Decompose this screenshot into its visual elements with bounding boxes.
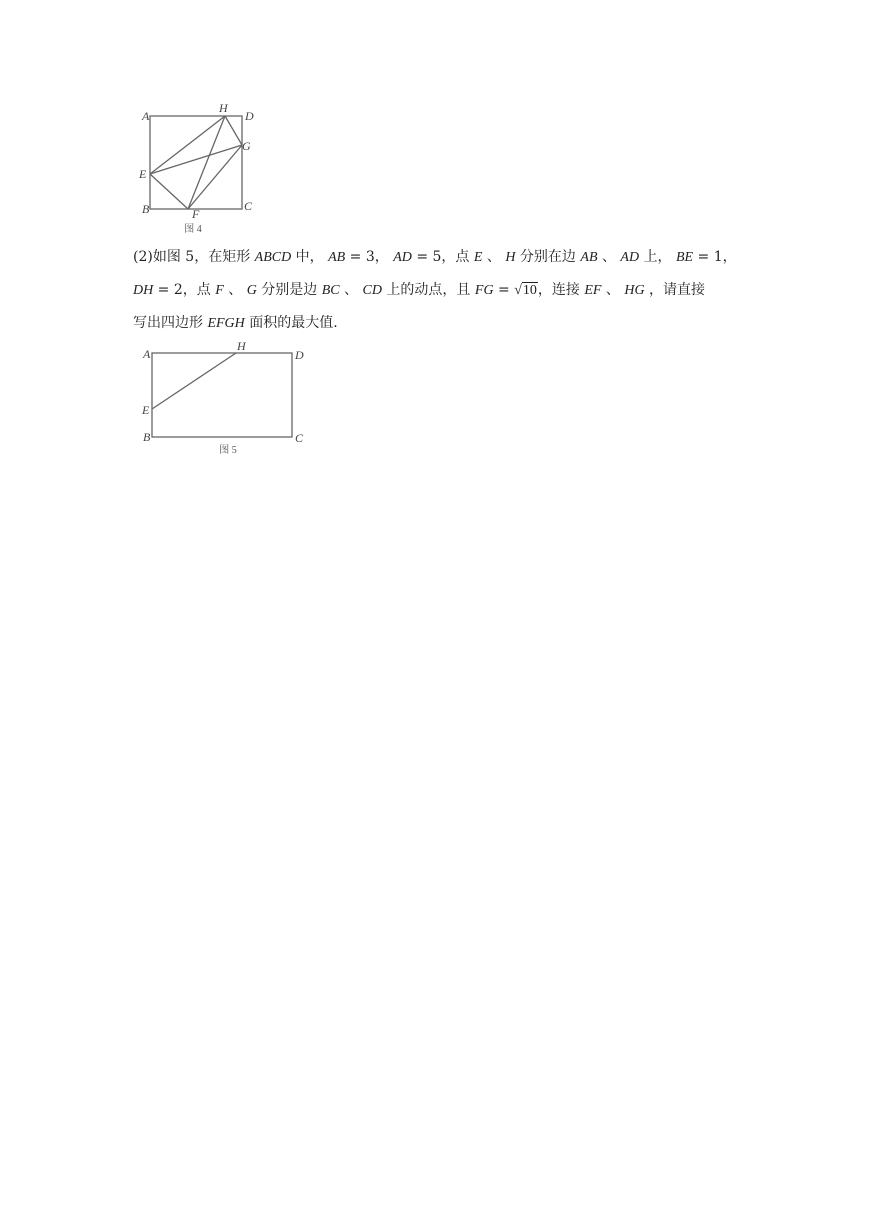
label-e: E bbox=[139, 167, 147, 181]
math-ab: AB bbox=[328, 250, 346, 265]
math-cd: CD bbox=[362, 283, 382, 298]
sqrt-sign: √ bbox=[514, 283, 522, 298]
problem-line-2 bbox=[133, 274, 753, 307]
text-run: ，连接 bbox=[537, 282, 585, 298]
figure-5-caption: 图 5 bbox=[219, 445, 237, 456]
text-run: = bbox=[493, 282, 515, 298]
figure-5-diagram bbox=[133, 338, 313, 460]
square-abcd bbox=[150, 116, 242, 209]
segment-eh bbox=[152, 353, 236, 409]
math-bc: BC bbox=[321, 283, 340, 298]
label-c: C bbox=[295, 431, 304, 445]
math-be: BE bbox=[675, 250, 694, 265]
figure-4 bbox=[133, 100, 263, 235]
radicand: 10 bbox=[522, 283, 537, 298]
label-d: D bbox=[245, 109, 254, 123]
text-run: 面积的最大值. bbox=[244, 315, 338, 331]
figure-4-caption: 图 4 bbox=[184, 224, 202, 235]
math-g: G bbox=[246, 283, 257, 298]
label-e: E bbox=[142, 403, 150, 417]
problem-line-1 bbox=[133, 241, 753, 274]
label-h: H bbox=[219, 101, 228, 115]
segment-eg bbox=[150, 145, 242, 174]
text-run: 、 bbox=[223, 282, 247, 298]
label-g: G bbox=[242, 139, 251, 153]
figure-4-diagram bbox=[133, 100, 263, 235]
label-b: B bbox=[142, 202, 150, 216]
text-run: 、 bbox=[482, 249, 506, 265]
text-run: 、 bbox=[339, 282, 363, 298]
label-c: C bbox=[244, 199, 253, 213]
figure-5 bbox=[133, 338, 313, 460]
segment-ef bbox=[150, 174, 188, 209]
math-efgh: EFGH bbox=[207, 316, 245, 331]
label-h: H bbox=[237, 339, 246, 353]
text-run: 分别是边 bbox=[256, 282, 322, 298]
sqrt-expression bbox=[514, 282, 538, 298]
text-run: 上， bbox=[639, 249, 676, 265]
math-ef: EF bbox=[584, 283, 602, 298]
math-fg: FG bbox=[474, 283, 494, 298]
math-ad: AD bbox=[393, 250, 412, 265]
label-d: D bbox=[295, 348, 304, 362]
text-run: 、 bbox=[601, 282, 625, 298]
label-b: B bbox=[143, 430, 151, 444]
label-f: F bbox=[192, 207, 200, 221]
text-run: 写出四边形 bbox=[133, 315, 208, 331]
segment-fg bbox=[188, 145, 242, 209]
problem-line-3 bbox=[133, 307, 753, 340]
label-a: A bbox=[142, 109, 150, 123]
text-run: = 2，点 bbox=[153, 282, 216, 298]
text-run: 上的动点，且 bbox=[381, 282, 475, 298]
problem-text bbox=[133, 241, 753, 340]
math-e: E bbox=[473, 250, 483, 265]
text-run: = 1， bbox=[693, 249, 737, 265]
text-run: = 3， bbox=[345, 249, 394, 265]
segment-hg bbox=[225, 116, 242, 145]
text-run: 中， bbox=[291, 249, 329, 265]
math-f: F bbox=[215, 283, 224, 298]
text-run: 分别在边 bbox=[515, 249, 581, 265]
math-abcd: ABCD bbox=[254, 250, 292, 265]
math-ad: AD bbox=[620, 250, 640, 265]
math-ab: AB bbox=[580, 250, 598, 265]
text-run: ，请直接 bbox=[644, 282, 706, 298]
text-run: (2)如图 5，在矩形 bbox=[133, 249, 255, 265]
text-run: = 5，点 bbox=[411, 249, 474, 265]
math-hg: HG bbox=[624, 283, 645, 298]
math-dh: DH bbox=[133, 283, 154, 298]
math-h: H bbox=[505, 250, 516, 265]
label-a: A bbox=[143, 347, 151, 361]
text-run: 、 bbox=[597, 249, 621, 265]
